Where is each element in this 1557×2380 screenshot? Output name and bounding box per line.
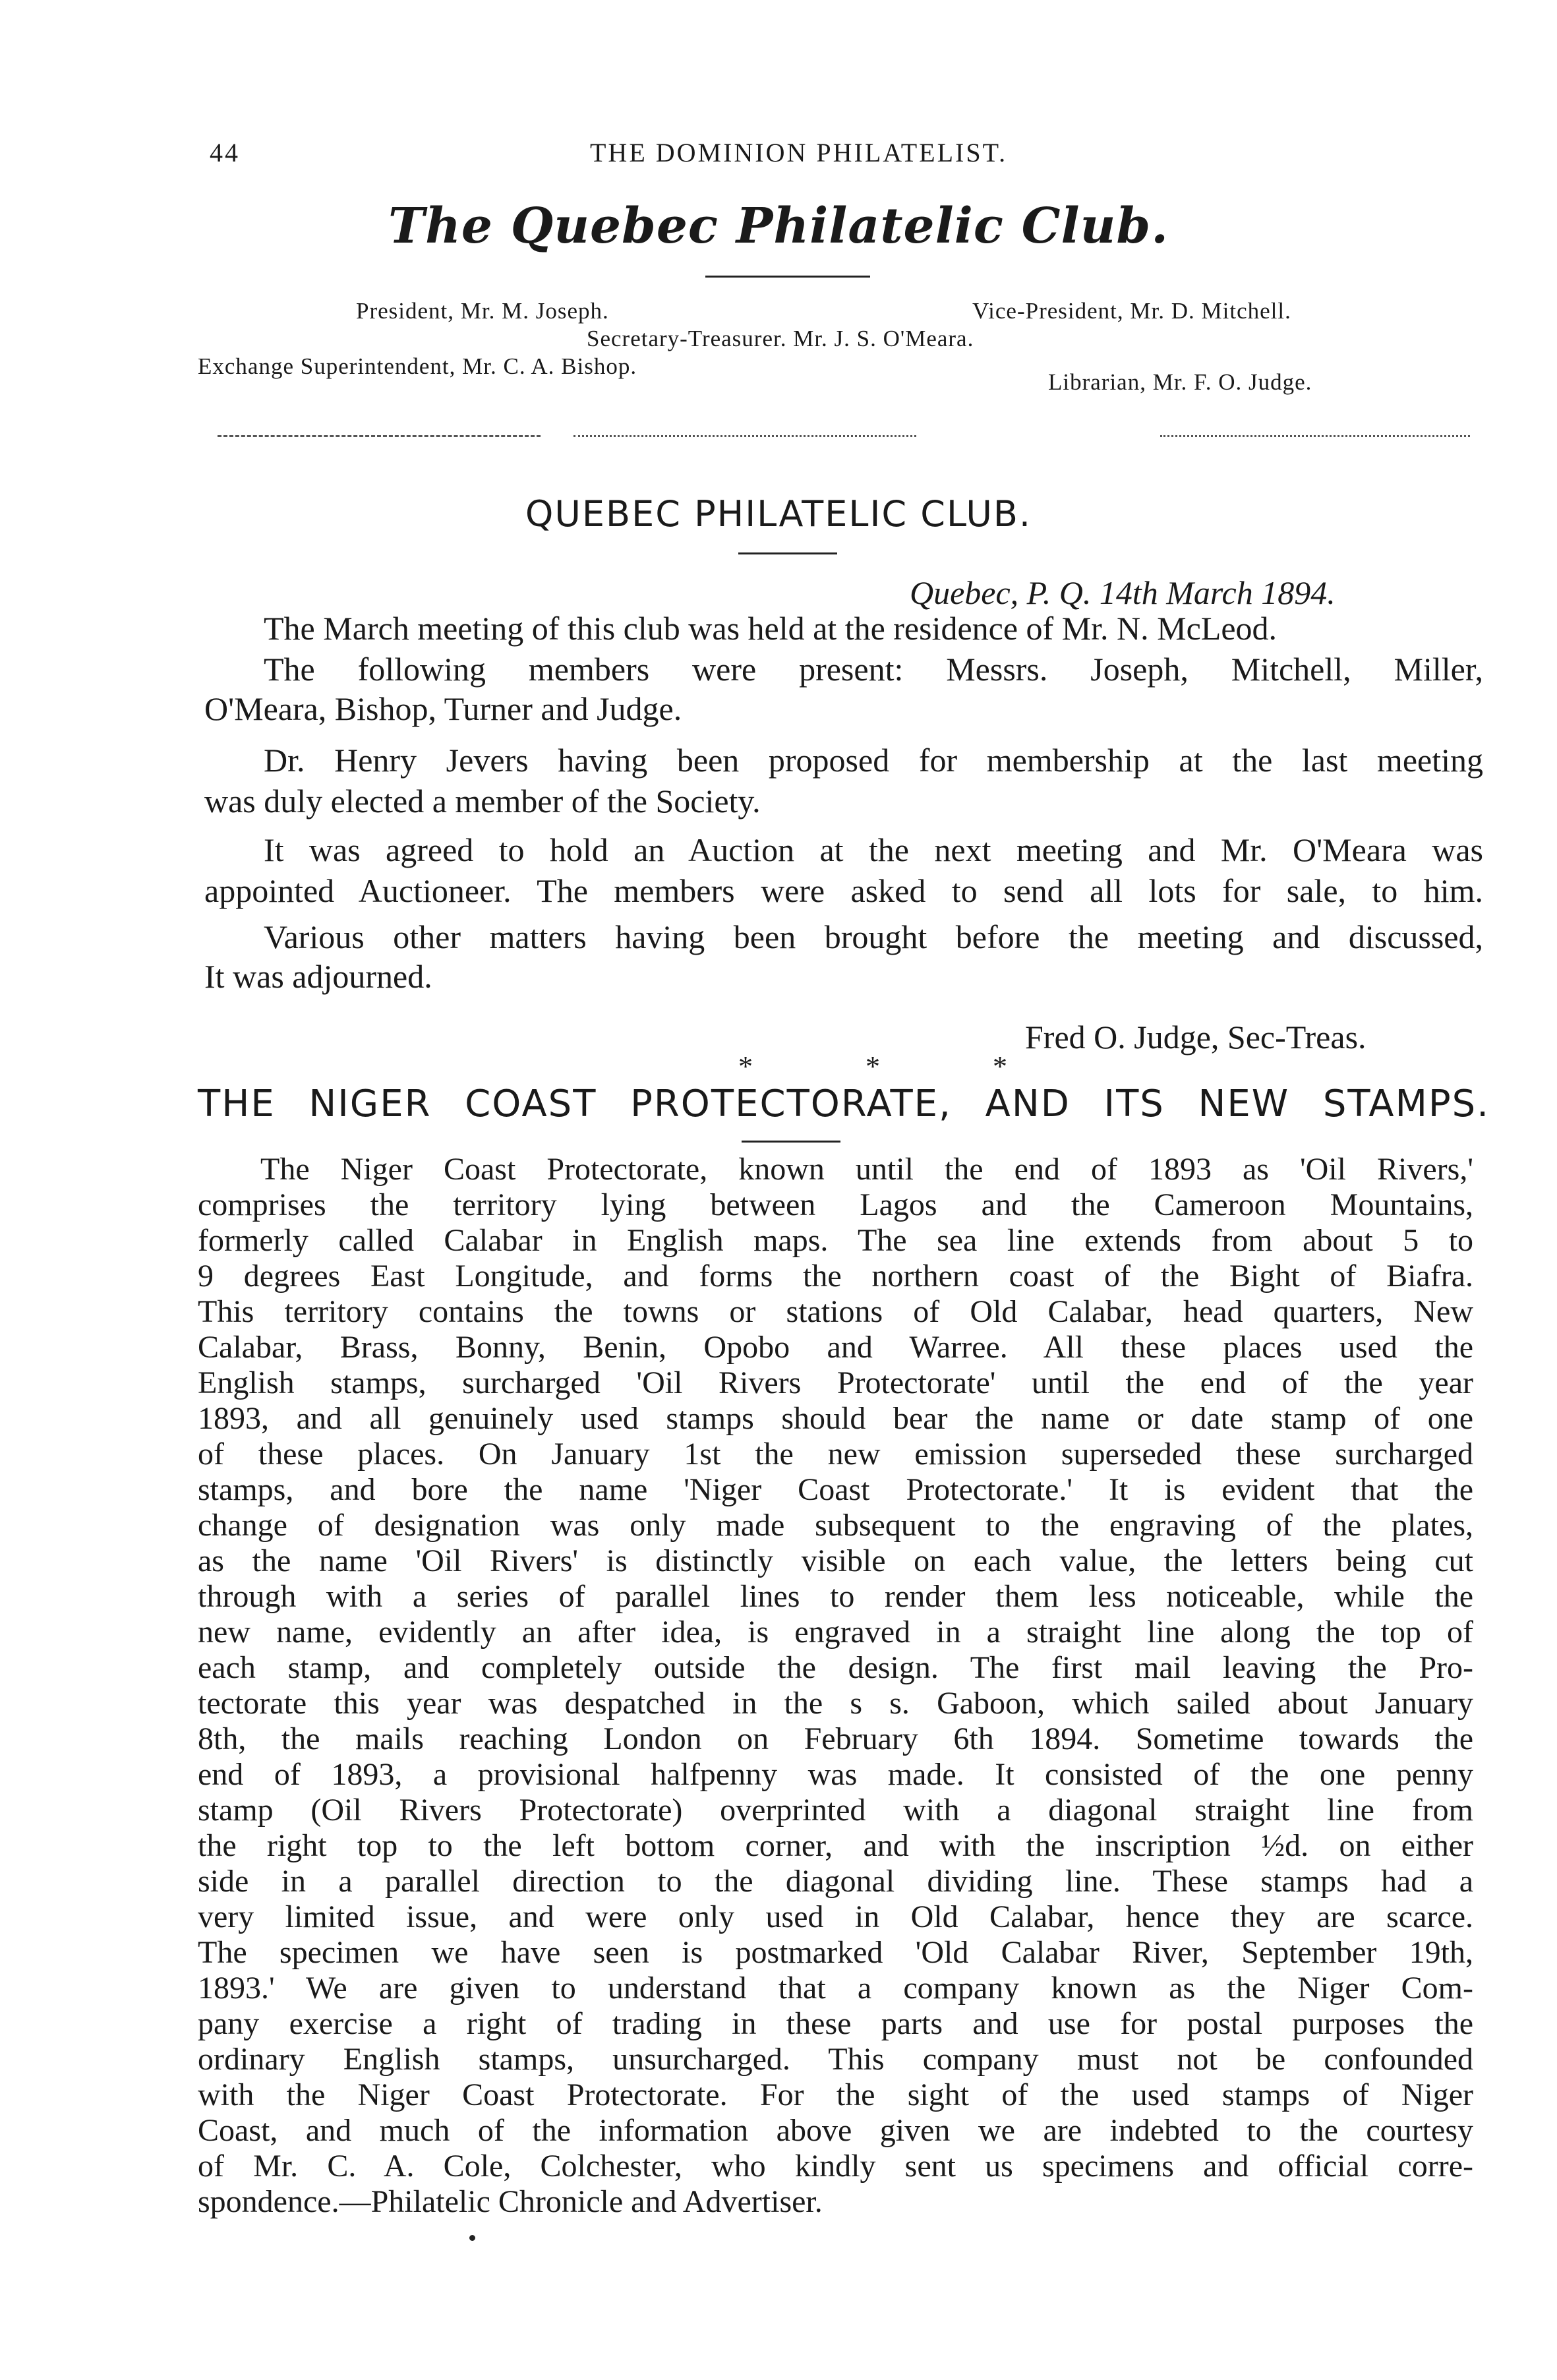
article-line: each stamp, and completely outside the design. The first mail leaving the Pro- [198, 1650, 1473, 1685]
article-line: tectorate this year was despatched in the s s. Gaboon, which sailed about January [198, 1686, 1473, 1721]
article-line: very limited issue, and were only used in Old Calabar, hence they are scarce. [198, 1899, 1473, 1934]
section-separator: * * * [738, 1050, 1060, 1083]
journal-title: THE DOMINION PHILATELIST. [590, 138, 1008, 167]
meeting-line: The March meeting of this club was held at the residence of Mr. N. McLeod. [264, 610, 1278, 647]
article-line: new name, evidently an after idea, is engraved in a straight line along the top of [198, 1615, 1473, 1650]
meeting-line: It was agreed to hold an Auction at the next meeting and Mr. O'Meara was [264, 831, 1483, 868]
meeting-line: was duly elected a member of the Society. [204, 783, 761, 819]
article-line: stamp (Oil Rivers Protectorate) overprinted with a diagonal straight line from [198, 1793, 1473, 1828]
article-line: ordinary English stamps, unsurcharged. This company must not be confounded [198, 2042, 1473, 2077]
article-line: the right top to the left bottom corner, and with the inscription ½d. on either [198, 1828, 1473, 1863]
article-line: 1893.' We are given to understand that a company known as the Niger Com- [198, 1971, 1473, 2006]
officer-librarian: Librarian, Mr. F. O. Judge. [1048, 369, 1312, 395]
article-line: comprises the territory lying between Lagos and the Cameroon Mountains, [198, 1187, 1473, 1222]
article-line: side in a parallel direction to the diagonal dividing line. These stamps had a [198, 1864, 1473, 1899]
article-line: formerly called Calabar in English maps. The sea line extends from about 5 to [198, 1223, 1473, 1258]
meeting-dateline: Quebec, P. Q. 14th March 1894. [910, 574, 1336, 611]
officer-vice-president: Vice-President, Mr. D. Mitchell. [972, 298, 1291, 324]
page-number: 44 [210, 138, 240, 167]
banner-rule [705, 276, 870, 278]
meeting-line: O'Meara, Bishop, Turner and Judge. [204, 690, 682, 727]
officer-exchange-superintendent: Exchange Superintendent, Mr. C. A. Bishop. [198, 353, 637, 379]
meeting-line: The following members were present: Messrs. Joseph, Mitchell, Miller, [264, 651, 1483, 688]
article-line-source: spondence.—Philatelic Chronicle and Advertiser. [198, 2184, 823, 2219]
article-line: English stamps, surcharged 'Oil Rivers Protectorate' until the end of the year [198, 1365, 1473, 1400]
article-line: pany exercise a right of trading in these parts and use for postal purposes the [198, 2006, 1473, 2041]
article-line: stamps, and bore the name 'Niger Coast Protectorate.' It is evident that the [198, 1472, 1473, 1507]
article-line: The Niger Coast Protectorate, known until the end of 1893 as 'Oil Rivers,' [260, 1152, 1473, 1187]
meeting-line: It was adjourned. [204, 958, 432, 995]
meeting-report-heading: QUEBEC PHILATELIC CLUB. [525, 493, 1032, 535]
article-line: 9 degrees East Longitude, and forms the northern coast of the Bight of Biafra. [198, 1259, 1473, 1294]
article-line: through with a series of parallel lines to render them less noticeable, while the [198, 1579, 1473, 1614]
officer-secretary-treasurer: Secretary-Treasurer. Mr. J. S. O'Meara. [587, 326, 974, 351]
club-banner-title: The Quebec Philatelic Club. [388, 198, 1169, 254]
meeting-line: Various other matters having been brought before the meeting and discussed, [264, 918, 1483, 955]
article-line: of these places. On January 1st the new emission superseded these surcharged [198, 1437, 1473, 1472]
article-heading-rule [742, 1141, 840, 1143]
printer-mark [469, 2235, 475, 2241]
article-line: Calabar, Brass, Bonny, Benin, Opobo and Warree. All these places used the [198, 1330, 1473, 1365]
article-line: as the name 'Oil Rivers' is distinctly visible on each value, the letters being cut [198, 1543, 1473, 1578]
article-line: of Mr. C. A. Cole, Colchester, who kindly sent us specimens and official corre- [198, 2149, 1473, 2184]
meeting-line: Dr. Henry Jevers having been proposed for membership at the last meeting [264, 742, 1483, 779]
meeting-heading-rule [738, 552, 837, 554]
banner-divider-left [218, 435, 541, 437]
article-line: This territory contains the towns or stations of Old Calabar, head quarters, New [198, 1294, 1473, 1329]
article-line: 1893, and all genuinely used stamps should bear the name or date stamp of one [198, 1401, 1473, 1436]
article-heading: THE NIGER COAST PROTECTORATE, AND ITS NEW STAMPS. [198, 1083, 1490, 1125]
article-line: The specimen we have seen is postmarked 'Old Calabar River, September 19th, [198, 1935, 1473, 1970]
article-line: change of designation was only made subsequent to the engraving of the plates, [198, 1508, 1473, 1543]
banner-divider-right [1160, 435, 1470, 437]
meeting-signature: Fred O. Judge, Sec-Treas. [1025, 1019, 1366, 1056]
meeting-line: appointed Auctioneer. The members were asked to send all lots for sale, to him. [204, 872, 1483, 909]
article-line: Coast, and much of the information above given we are indebted to the courtesy [198, 2113, 1473, 2148]
banner-divider-center [573, 435, 916, 437]
officer-president: President, Mr. M. Joseph. [356, 298, 609, 324]
article-line: end of 1893, a provisional halfpenny was made. It consisted of the one penny [198, 1757, 1473, 1792]
article-line: 8th, the mails reaching London on February 6th 1894. Sometime towards the [198, 1721, 1473, 1756]
article-line: with the Niger Coast Protectorate. For the sight of the used stamps of Niger [198, 2077, 1473, 2112]
